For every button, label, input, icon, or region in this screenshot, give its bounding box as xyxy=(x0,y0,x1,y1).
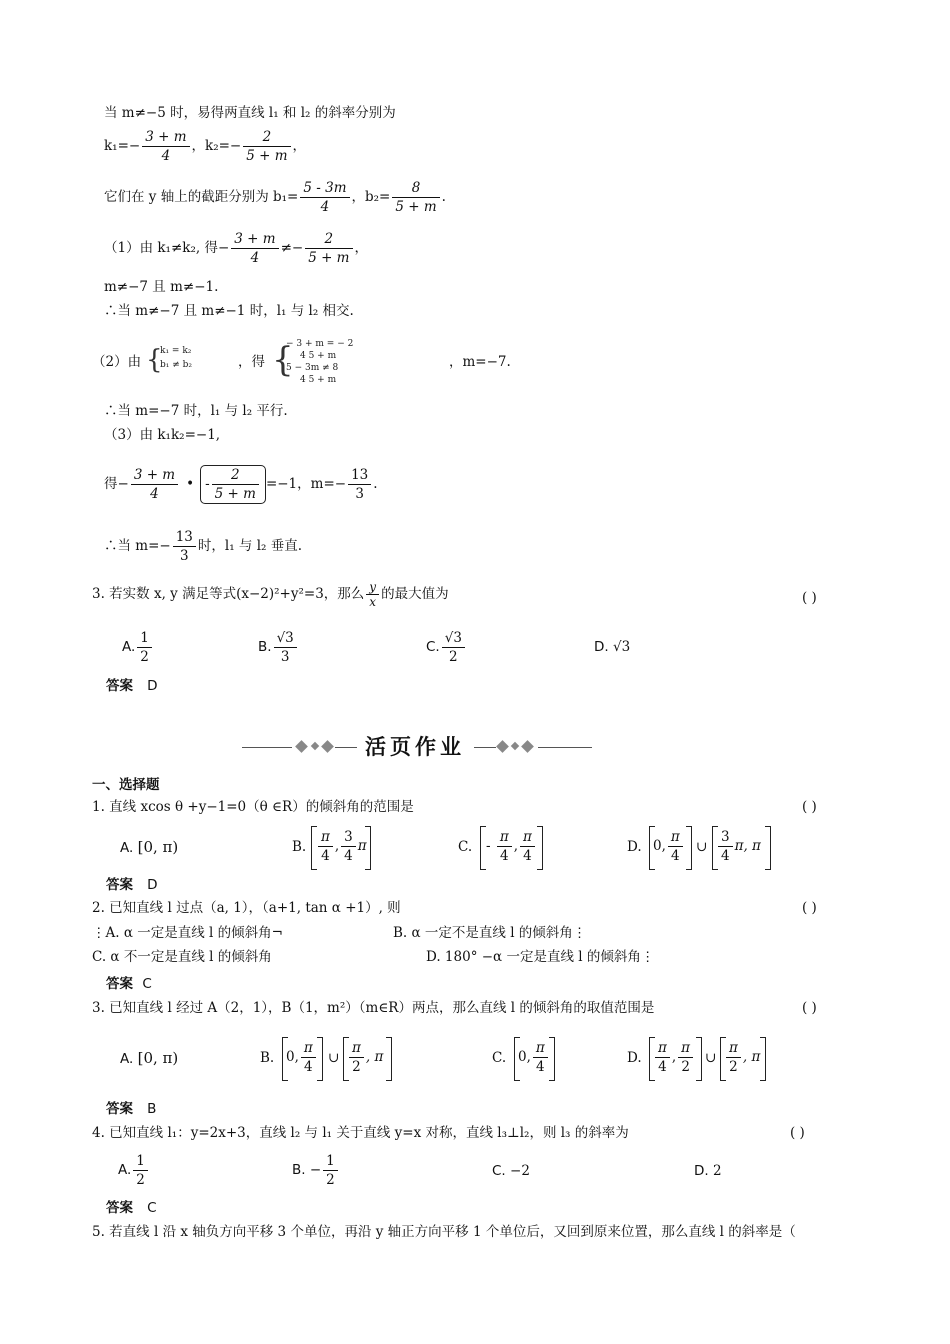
e3-b-frac-2: $\frac{\pi}{2}$ xyxy=(349,1039,364,1076)
e1-option-a xyxy=(120,838,178,857)
e1-option-a-label: A. xyxy=(120,840,134,856)
e2-answer xyxy=(106,975,152,993)
part2-prefix: （2）由 xyxy=(92,354,142,370)
part3-frac-2: $\frac{2}{5 + m}$ xyxy=(212,466,259,503)
e2-option-c: C. α 不一定是直线 l 的倾斜角 xyxy=(92,949,272,965)
part1-frac-1: $\frac{3 + m}{4}$ xyxy=(231,230,278,267)
e1-option-d-bracket-right xyxy=(765,826,771,870)
e3-paren: ( ) xyxy=(802,1000,817,1016)
e2-option-a: ⋮A. α 一定是直线 l 的倾斜角¬ xyxy=(92,925,283,941)
q3-answer-label: 答案 xyxy=(106,678,133,694)
e3-option-b-cup: ∪ xyxy=(328,1050,340,1066)
part3-inner-sign: - xyxy=(205,476,210,492)
banner-rule-right xyxy=(538,747,592,748)
b1-fraction: $\frac{5 - 3m}{4}$ xyxy=(300,179,349,216)
e4-option-c-label: C. xyxy=(492,1163,506,1179)
e4-option-b xyxy=(292,1152,340,1189)
e4-paren: ( ) xyxy=(790,1125,805,1141)
part2-conclusion: ∴当 m=−7 时，l₁ 与 l₂ 平行. xyxy=(104,403,288,419)
part3-conclusion-suffix: 时，l₁ 与 l₂ 垂直. xyxy=(197,538,303,554)
part1-conclusion: ∴当 m≠−7 且 m≠−1 时，l₁ 与 l₂ 相交. xyxy=(104,303,354,319)
q3-answer xyxy=(106,677,158,695)
part3-line xyxy=(104,465,378,504)
e3-option-d-bracket-right xyxy=(760,1037,766,1081)
q3-option-b xyxy=(258,629,299,666)
e1-answer-label: 答案 xyxy=(106,877,133,893)
e3-option-b-bracket-right xyxy=(386,1037,392,1081)
e3-option-a xyxy=(120,1049,178,1068)
e3-c-frac: $\frac{\pi}{4}$ xyxy=(533,1039,548,1076)
e3-option-c-bracket-right xyxy=(549,1037,555,1081)
banner-diamond-right-1 xyxy=(496,740,509,753)
q3-option-b-label: B. xyxy=(258,639,272,655)
e4-option-a xyxy=(118,1152,150,1189)
part1-condition: m≠−7 且 m≠−1. xyxy=(104,279,219,295)
section-title: 活页作业 xyxy=(365,735,465,759)
e1-option-c-expr: - $\frac{\pi}{4}$ , $\frac{\pi}{4}$ xyxy=(486,828,537,865)
e4-option-a-label: A. xyxy=(118,1162,132,1178)
b2-suffix: . xyxy=(441,189,446,205)
intercept-line xyxy=(104,179,446,216)
system1-row1: k₁ = k₂ xyxy=(160,346,192,356)
e1-c-frac-1: $\frac{\pi}{4}$ xyxy=(497,828,512,865)
e3-option-d-bracket-mid-right xyxy=(696,1037,702,1081)
slope-line xyxy=(104,128,306,165)
k2-fraction: $\frac{2}{5 + m}$ xyxy=(243,128,290,165)
e3-option-b-expr: 0, $\frac{\pi}{4}$ xyxy=(286,1039,318,1076)
part3-suffix: . xyxy=(373,476,378,492)
e4-option-b-frac: $\frac{1}{2}$ xyxy=(323,1152,338,1189)
b2-prefix: ，b₂= xyxy=(351,189,391,205)
e3-answer-label: 答案 xyxy=(106,1101,133,1117)
e1-option-a-value: [0, π) xyxy=(137,838,179,856)
system2-row2-den: 4 5 + m xyxy=(300,375,337,385)
e3-option-c-label: C. xyxy=(492,1050,507,1066)
e1-option-d-bracket-mid-right xyxy=(686,826,692,870)
e3-d-tail: , π xyxy=(742,1049,761,1065)
e1-option-d-label: D. xyxy=(627,839,642,855)
q3-option-b-frac: $\frac{√3}{3}$ xyxy=(274,629,297,666)
e2-stem: 2. 已知直线 l 过点（a, 1），（a+1, tan α +1）, 则 xyxy=(92,900,401,916)
part3-mid: =−1，m=− xyxy=(265,476,347,492)
part1-frac-2: $\frac{2}{5 + m}$ xyxy=(305,230,352,267)
e3-answer-value: B xyxy=(147,1101,157,1117)
e2-paren: ( ) xyxy=(802,900,817,916)
e3-option-a-label: A. xyxy=(120,1051,134,1067)
e1-option-d-expr: 0, $\frac{\pi}{4}$ xyxy=(653,828,685,865)
banner-diamond-right-3 xyxy=(521,740,534,753)
q3-stem-frac: $\frac{y}{x}$ xyxy=(366,580,379,609)
e1-b-frac-2: $\frac{3}{4}$ xyxy=(341,828,356,865)
q3-option-d-value: √3 xyxy=(612,639,631,655)
banner-rule-left-short xyxy=(335,747,357,748)
q3-stem xyxy=(92,580,449,609)
e3-option-d-expr-2 xyxy=(724,1039,760,1076)
part1-line xyxy=(104,230,368,267)
e4-option-b-label: B. − xyxy=(292,1162,322,1178)
e4-option-d-value: 2 xyxy=(712,1163,722,1179)
e4-answer-value: C xyxy=(147,1200,157,1216)
banner-rule-left xyxy=(242,747,292,748)
e3-d-frac-2: $\frac{\pi}{2}$ xyxy=(678,1039,693,1076)
system2-row1: − 3 + m = − 2 xyxy=(286,339,354,349)
solution-line-1: 当 m≠−5 时，易得两直线 l₁ 和 l₂ 的斜率分别为 xyxy=(104,105,396,121)
e3-option-d-cup: ∪ xyxy=(705,1050,717,1066)
system1-brace: { xyxy=(146,345,163,375)
e3-d-frac-3: $\frac{\pi}{2}$ xyxy=(726,1039,741,1076)
part1-prefix: （1）由 k₁≠k₂, 得− xyxy=(104,240,230,256)
e3-b-frac-1: $\frac{\pi}{4}$ xyxy=(301,1039,316,1076)
system1-row2: b₁ ≠ b₂ xyxy=(160,360,193,370)
part3-prefix: 得− xyxy=(104,476,129,492)
q3-stem-suffix: 的最大值为 xyxy=(381,586,449,602)
part2-mid: ，得 xyxy=(238,354,265,370)
banner-rule-right-short xyxy=(474,747,496,748)
e3-option-c-expr: 0, $\frac{\pi}{4}$ xyxy=(518,1039,550,1076)
e1-d-tail: π, π xyxy=(734,838,761,854)
e3-option-b-expr-2 xyxy=(347,1039,383,1076)
q3-option-d-label: D. xyxy=(594,639,609,655)
e3-option-b-bracket-mid-right xyxy=(317,1037,323,1081)
banner-diamond-left-3 xyxy=(321,740,334,753)
banner-diamond-left-2 xyxy=(311,742,319,750)
banner-diamond-right-2 xyxy=(511,742,519,750)
b2-fraction: $\frac{8}{5 + m}$ xyxy=(392,179,439,216)
e4-answer-label: 答案 xyxy=(106,1200,133,1216)
e1-option-d-cup: ∪ xyxy=(696,839,708,855)
banner-diamond-left-1 xyxy=(295,740,308,753)
e3-option-b-label: B. xyxy=(260,1050,275,1066)
part3-paren-group xyxy=(200,465,266,504)
q3-answer-value: D xyxy=(147,678,158,694)
k2-prefix: ，k₂=− xyxy=(191,138,242,154)
intercept-prefix: 它们在 y 轴上的截距分别为 b₁= xyxy=(104,189,299,205)
e5-stem: 5. 若直线 l 沿 x 轴负方向平移 3 个单位，再沿 y 轴正方向平移 1 个单位后，又回到原来位置，那么直线 l 的斜率是（ xyxy=(92,1224,796,1240)
e1-c-lead: - xyxy=(486,838,491,854)
part3-dot: • xyxy=(186,476,195,492)
part3-conclusion-frac: $\frac{13}{3}$ xyxy=(173,528,196,565)
part3-conclusion-prefix: ∴当 m=− xyxy=(104,538,171,554)
e2-answer-label: 答案 xyxy=(106,976,133,992)
e1-c-frac-2: $\frac{\pi}{4}$ xyxy=(520,828,535,865)
e3-d-frac-1: $\frac{\pi}{4}$ xyxy=(655,1039,670,1076)
e1-option-c-label: C. xyxy=(458,839,473,855)
section-heading: 一、选择题 xyxy=(92,777,160,793)
e4-option-d xyxy=(694,1162,722,1180)
e1-d-frac-2: $\frac{3}{4}$ xyxy=(718,828,733,865)
e1-option-b-label: B. xyxy=(292,839,307,855)
e4-answer xyxy=(106,1199,157,1217)
e1-answer-value: D xyxy=(147,877,158,893)
system2-row2: 5 − 3m ≠ 8 xyxy=(286,363,339,373)
k1-fraction: $\frac{3 + m}{4}$ xyxy=(142,128,189,165)
e3-option-a-value: [0, π) xyxy=(137,1049,179,1067)
e1-option-c-bracket-right xyxy=(537,826,543,870)
e4-option-a-frac: $\frac{1}{2}$ xyxy=(133,1152,148,1189)
part3-frac-1: $\frac{3 + m}{4}$ xyxy=(131,466,178,503)
part3-conclusion xyxy=(104,528,302,565)
e1-paren: ( ) xyxy=(802,799,817,815)
e1-option-b-bracket-right xyxy=(365,826,371,870)
e1-option-b-expr: $\frac{\pi}{4}$ , $\frac{3}{4}$ π xyxy=(316,828,367,865)
part3-frac-3: $\frac{13}{3}$ xyxy=(348,466,371,503)
e2-option-b: B. α 一定不是直线 l 的倾斜角⋮ xyxy=(393,925,587,941)
q3-option-a-frac: $\frac{1}{2}$ xyxy=(137,629,152,666)
e3-option-d-expr: $\frac{\pi}{4}$ , $\frac{\pi}{2}$ xyxy=(653,1039,695,1076)
q3-option-c-frac: $\frac{√3}{2}$ xyxy=(442,629,465,666)
e2-option-d: D. 180° −α 一定是直线 l 的倾斜角⋮ xyxy=(426,949,655,965)
system2-row1-den: 4 5 + m xyxy=(300,351,337,361)
e3-stem: 3. 已知直线 l 经过 A（2，1），B（1，m²）（m∈R）两点，那么直线 l 的倾斜角的取值范围是 xyxy=(92,1000,655,1016)
e1-answer xyxy=(106,876,158,894)
q3-option-a-label: A. xyxy=(122,639,136,655)
e3-answer xyxy=(106,1100,156,1118)
k1-prefix: k₁=− xyxy=(104,138,141,154)
e1-d-frac-1: $\frac{\pi}{4}$ xyxy=(668,828,683,865)
q3-option-c-label: C. xyxy=(426,639,440,655)
part1-neq: ≠− xyxy=(280,240,304,256)
e1-option-d-expr-2 xyxy=(716,828,761,865)
e2-answer-value: C xyxy=(142,976,152,992)
e4-option-c xyxy=(492,1162,530,1180)
q3-option-c xyxy=(426,629,467,666)
q3-stem-prefix: 3. 若实数 x, y 满足等式(x−2)²+y²=3，那么 xyxy=(92,586,365,602)
e4-option-d-label: D. xyxy=(694,1163,709,1179)
e1-stem: 1. 直线 xcos θ +y−1=0（θ ∈R）的倾斜角的范围是 xyxy=(92,799,414,815)
k2-suffix: ， xyxy=(292,138,307,154)
e1-b-frac-1: $\frac{\pi}{4}$ xyxy=(318,828,333,865)
q3-paren: ( ) xyxy=(802,590,817,606)
q3-option-d xyxy=(594,638,630,656)
e4-option-c-value: −2 xyxy=(510,1163,530,1179)
e3-b-tail: , π xyxy=(365,1049,384,1065)
system2-brace: { xyxy=(272,340,294,380)
e4-stem: 4. 已知直线 l₁：y=2x+3，直线 l₂ 与 l₁ 关于直线 y=x 对称，直线 l₃⊥l₂，则 l₃ 的斜率为 xyxy=(92,1125,629,1141)
part1-suffix: ， xyxy=(354,240,368,256)
q3-option-a xyxy=(122,629,154,666)
part3-condition: （3）由 k₁k₂=−1, xyxy=(104,427,221,443)
e1-b-tail: π xyxy=(357,838,367,854)
e3-option-d-label: D. xyxy=(627,1050,642,1066)
part2-suffix: ，m=−7. xyxy=(449,354,511,370)
